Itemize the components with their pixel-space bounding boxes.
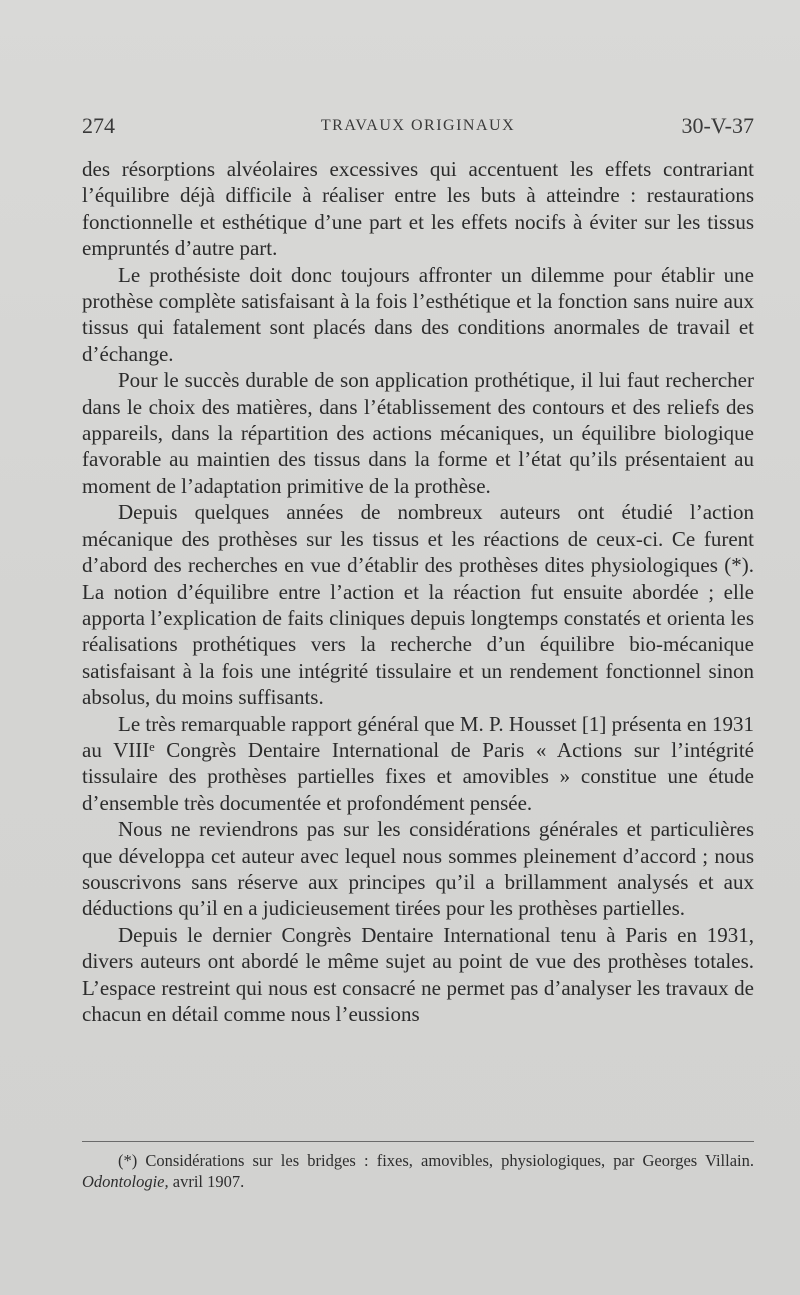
paragraph-5: Le très remarquable rapport général que M. P. Housset [1] présenta en 1931 au VIIIᵉ Congrès Dentaire International de Paris « Actions sur l’intégrité tissulaire des prothèses partielles fixes et amovibles » constitue une étude d’ensemble très documentée et profondément pensée. [82, 711, 754, 815]
article-body [82, 156, 754, 1027]
footnote-divider [82, 1141, 754, 1142]
paragraph-2: Le prothésiste doit donc toujours affronter un dilemme pour établir une prothèse complète satisfaisant à la fois l’esthétique et la fonction sans nuire aux tissus qui fatalement sont placés dans des conditions anormales de travail et d’échange. [82, 262, 754, 366]
paragraph-6: Nous ne reviendrons pas sur les considérations générales et particulières que développa cet auteur avec lequel nous sommes pleinement d’accord ; nous souscrivons sans réserve aux principes qu’il a brillamment analysés et aux déductions qu’il en a judicieusement tirées pour les prothèses partielles. [82, 817, 754, 921]
footnote [82, 1150, 754, 1192]
page-number: 274 [82, 113, 115, 138]
issue-date: 30-V-37 [681, 113, 754, 138]
paragraph-1: des résorptions alvéolaires excessives qui accentuent les effets contrariant l’équilibre déjà difficile à réaliser entre les buts à atteindre : restaurations fonctionnelle et esthétique d’une part et les effets nocifs à éviter sur les tissus empruntés d’autre part. [82, 157, 754, 261]
running-title: TRAVAUX ORIGINAUX [320, 117, 516, 134]
footnote-journal: Odontologie, [82, 1172, 169, 1191]
running-header [82, 113, 754, 143]
footnote-date: avril 1907. [172, 1172, 245, 1191]
footnote-citation: (*) Considérations sur les bridges : fixes, amovibles, physiologiques, par Georges Villain. [118, 1151, 754, 1170]
paragraph-3: Pour le succès durable de son application prothétique, il lui faut rechercher dans le choix des matières, dans l’établissement des contours et des reliefs des appareils, dans la répartition des actions mécaniques, un équilibre biologique favorable au maintien des tissus dans la forme et l’état qu’ils présentaient au moment de l’adaptation primitive de la prothèse. [82, 368, 754, 498]
footnote-text [82, 1150, 754, 1192]
paragraph-4: Depuis quelques années de nombreux auteurs ont étudié l’action mécanique des prothèses sur les tissus et les réactions de ceux-ci. Ce furent d’abord des recherches en vue d’établir des prothèses dites physiologiques (*). La notion d’équilibre entre l’action et la réaction fut ensuite abordée ; elle apporta l’explication de faits cliniques depuis longtemps constatés et orienta les réalisations prothétiques vers la recherche d’un équilibre bio-mécanique satisfaisant à la fois une intégrité tissulaire et un rendement fonctionnel sinon absolus, du moins suffisants. [82, 500, 754, 710]
paragraph-7: Depuis le dernier Congrès Dentaire International tenu à Paris en 1931, divers auteurs ont abordé le même sujet au point de vue des prothèses totales. L’espace restreint qui nous est consacré ne permet pas d’analyser les travaux de chacun en détail comme nous l’eussions [82, 922, 754, 1026]
